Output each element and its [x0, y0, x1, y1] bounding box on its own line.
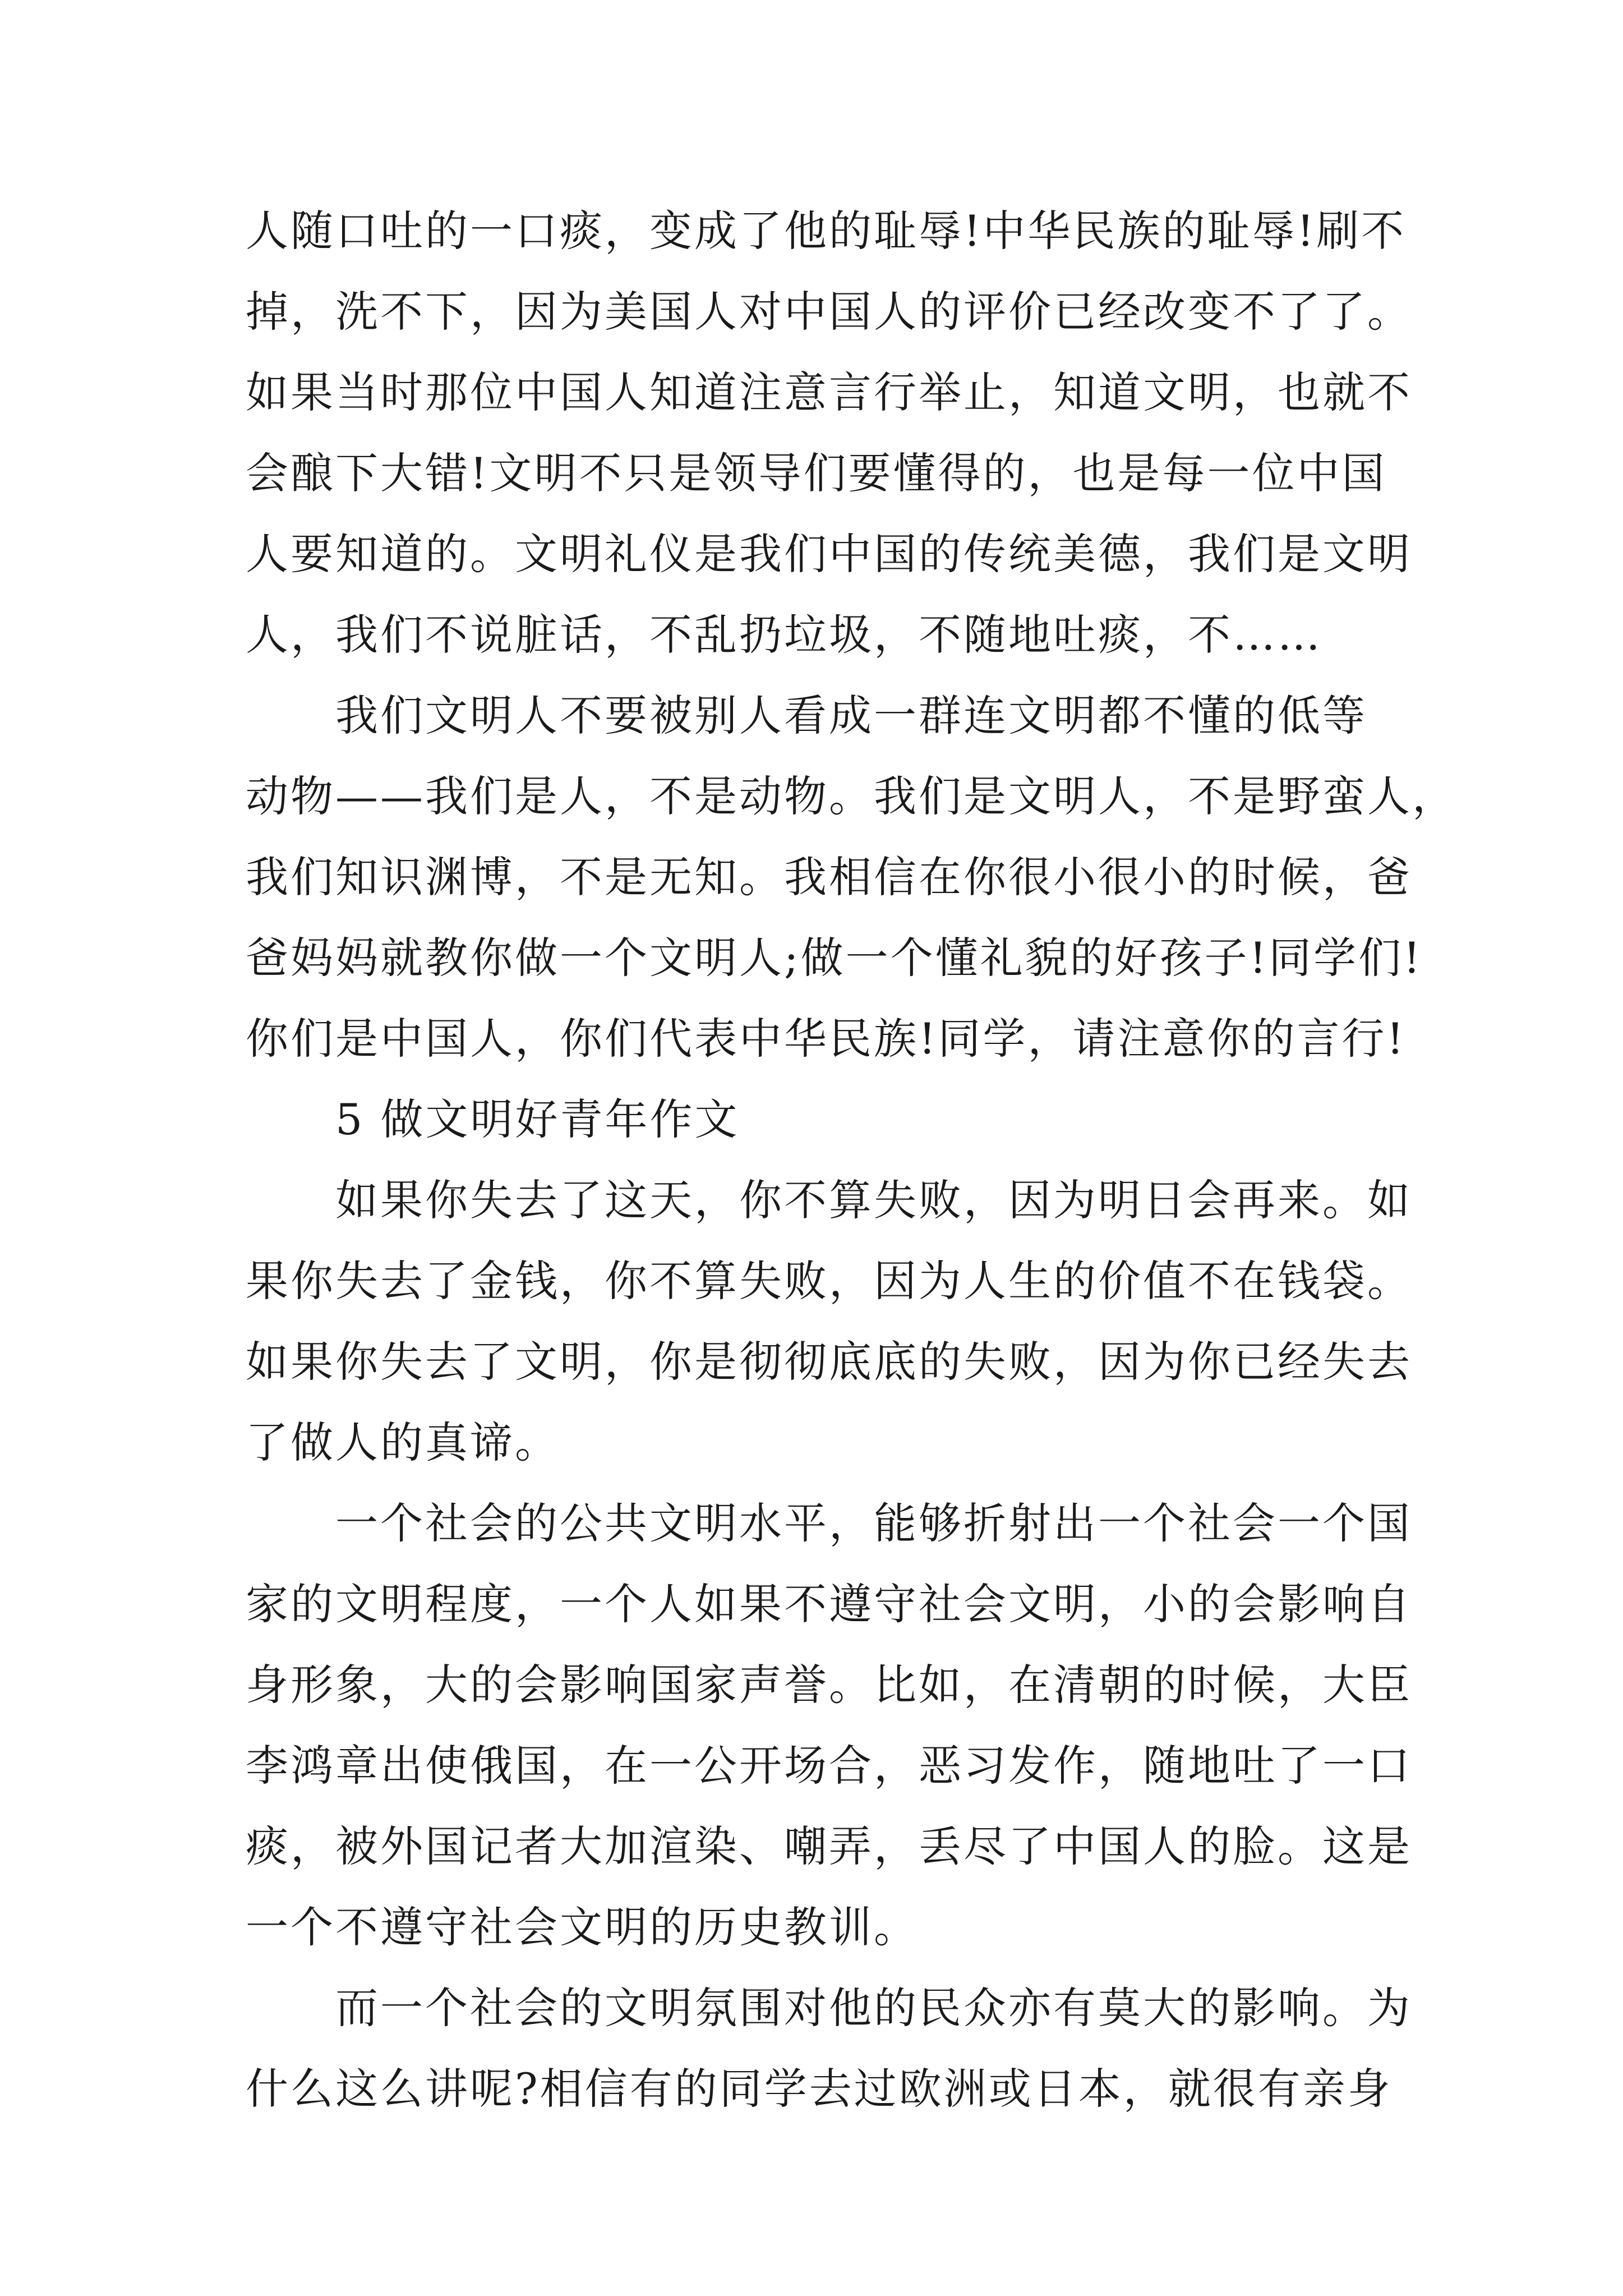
- text-line: 人，我们不说脏话，不乱扔垃圾，不随地吐痰，不……: [246, 610, 1322, 660]
- text-line: 人要知道的。文明礼仪是我们中国的传统美德，我们是文明: [246, 529, 1412, 579]
- text-line: 果你失去了金钱，你不算失败，因为人生的价值不在钱袋。: [246, 1256, 1412, 1306]
- text-line: 爸妈妈就教你做一个文明人;做一个懂礼貌的好孩子!同学们!: [246, 933, 1423, 983]
- text-line: 李鸿章出使俄国，在一公开场合，恶习发作，随地吐了一口: [246, 1741, 1412, 1791]
- text-line: 痰，被外国记者大加渲染、嘲弄，丢尽了中国人的脸。这是: [246, 1821, 1412, 1871]
- text-line: 身形象，大的会影响国家声誉。比如，在清朝的时候，大臣: [246, 1660, 1412, 1710]
- document-body: [246, 191, 1457, 2129]
- text-line: 人随口吐的一口痰，变成了他的耻辱!中华民族的耻辱!刷不: [246, 206, 1407, 256]
- text-line: 会酿下大错!文明不只是领导们要懂得的，也是每一位中国: [246, 448, 1387, 498]
- text-line: 什么这么讲呢?相信有的同学去过欧洲或日本，就很有亲身: [246, 2064, 1393, 2114]
- text-line: 掉，洗不下，因为美国人对中国人的评价已经改变不了了。: [246, 287, 1412, 337]
- text-line: 家的文明程度，一个人如果不遵守社会文明，小的会影响自: [246, 1579, 1412, 1629]
- text-line: 如果当时那位中国人知道注意言行举止，知道文明，也就不: [246, 367, 1412, 417]
- paragraph-start-line: 我们文明人不要被别人看成一群连文明都不懂的低等: [335, 691, 1367, 740]
- text-line: 动物——我们是人，不是动物。我们是文明人，不是野蛮人，: [246, 771, 1457, 821]
- paragraph-start-line: 一个社会的公共文明水平，能够折射出一个社会一个国: [335, 1498, 1412, 1548]
- text-line: 如果你失去了文明，你是彻彻底底的失败，因为你已经失去: [246, 1337, 1412, 1387]
- text-line: 一个不遵守社会文明的历史教训。: [246, 1902, 919, 1952]
- paragraph-start-line: 如果你失去了这天，你不算失败，因为明日会再来。如: [335, 1175, 1412, 1225]
- text-line: 了做人的真谛。: [246, 1418, 560, 1467]
- paragraph-start-line: 而一个社会的文明氛围对他的民众亦有莫大的影响。为: [335, 1983, 1412, 2033]
- section-heading: 5 做文明好青年作文: [335, 1094, 740, 1144]
- text-line: 你们是中国人，你们代表中华民族!同学，请注意你的言行!: [246, 1014, 1407, 1064]
- text-line: 我们知识渊博，不是无知。我相信在你很小很小的时候，爸: [246, 852, 1412, 902]
